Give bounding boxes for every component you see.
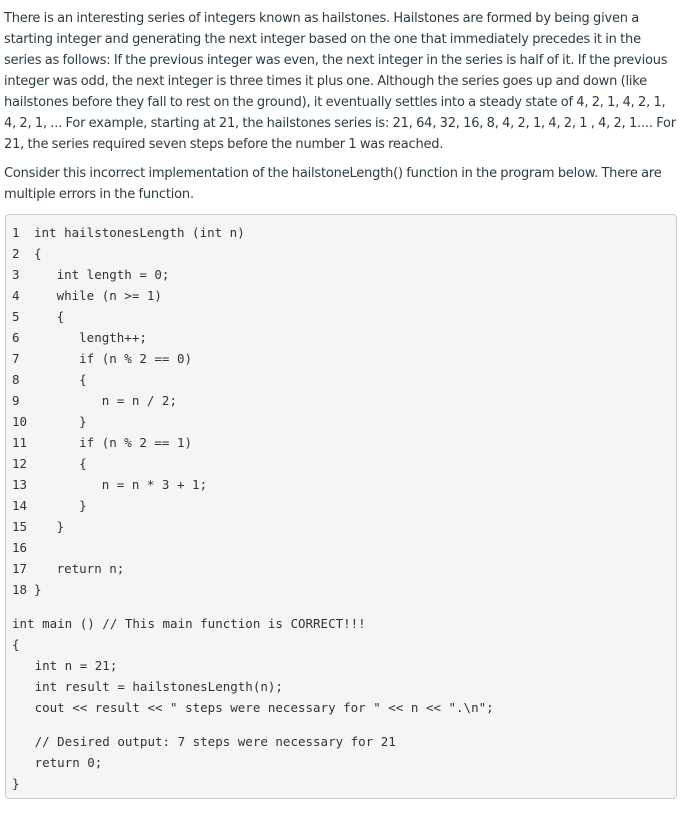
code-line bbox=[12, 579, 42, 600]
main-code-line: int n = 21; bbox=[12, 658, 118, 673]
code-text: { bbox=[34, 372, 87, 387]
main-code-line: } bbox=[12, 776, 20, 791]
code-text: { bbox=[34, 456, 87, 471]
line-number: 18 bbox=[12, 582, 28, 597]
code-line bbox=[12, 537, 34, 558]
line-number: 5 bbox=[12, 309, 20, 324]
main-code-line: int result = hailstonesLength(n); bbox=[12, 679, 283, 694]
line-number: 11 bbox=[12, 435, 28, 450]
line-number: 16 bbox=[12, 540, 28, 555]
code-text: } bbox=[34, 498, 87, 513]
line-number: 3 bbox=[12, 267, 20, 282]
main-code-line: { bbox=[12, 637, 20, 652]
code-block bbox=[5, 214, 677, 799]
code-text: if (n % 2 == 0) bbox=[34, 351, 193, 366]
line-number: 12 bbox=[12, 456, 28, 471]
code-line bbox=[12, 516, 64, 537]
code-line bbox=[12, 306, 64, 327]
main-code-line: return 0; bbox=[12, 755, 103, 770]
code-text: length++; bbox=[34, 330, 147, 345]
main-code-line: // Desired output: 7 steps were necessary for 21 bbox=[12, 734, 396, 749]
code-text: return n; bbox=[34, 561, 125, 576]
code-line bbox=[12, 348, 192, 369]
instruction-paragraph: Consider this incorrect implementation of the hailstoneLength() function in the program below. There are multiple errors in the function. bbox=[4, 166, 662, 202]
code-line bbox=[12, 327, 147, 348]
code-text: n = n * 3 + 1; bbox=[34, 477, 208, 492]
code-text: { bbox=[34, 309, 65, 324]
line-number: 6 bbox=[12, 330, 20, 345]
code-line bbox=[12, 264, 169, 285]
code-text: } bbox=[34, 582, 42, 597]
line-number: 2 bbox=[12, 246, 20, 261]
line-number: 15 bbox=[12, 519, 28, 534]
code-line bbox=[12, 285, 162, 306]
code-line bbox=[12, 432, 192, 453]
code-line bbox=[12, 453, 87, 474]
line-number: 1 bbox=[12, 225, 20, 240]
line-number: 13 bbox=[12, 477, 28, 492]
code-text: if (n % 2 == 1) bbox=[34, 435, 193, 450]
code-line bbox=[12, 411, 87, 432]
code-text: int hailstonesLength (int n) bbox=[34, 225, 245, 240]
code-text: } bbox=[34, 519, 65, 534]
line-number: 8 bbox=[12, 372, 20, 387]
code-line bbox=[12, 369, 87, 390]
main-code-line: cout << result << " steps were necessary for " << n << ".\n"; bbox=[12, 700, 494, 715]
code-line bbox=[12, 474, 207, 495]
line-number: 9 bbox=[12, 393, 20, 408]
code-text: int length = 0; bbox=[34, 267, 170, 282]
main-code-line: int main () // This main function is CORRECT!!! bbox=[12, 616, 366, 631]
code-text: n = n / 2; bbox=[34, 393, 177, 408]
code-line bbox=[12, 558, 124, 579]
code-text: { bbox=[34, 246, 42, 261]
line-number: 4 bbox=[12, 288, 20, 303]
line-number: 7 bbox=[12, 351, 20, 366]
code-text: } bbox=[34, 414, 87, 429]
code-line bbox=[12, 390, 177, 411]
intro-paragraph: There is an interesting series of integers known as hailstones. Hailstones are formed by being given a starting integer and generating the next integer based on the one that immediately precedes it in the series as follows: If the previous integer was even, the next integer in the series is half of it. If the previous integer was odd, the next integer is three times it plus one. Although the series goes up and down (like hailstones before they fall to rest on the ground), it eventually settles into a steady state of 4, 2, 1, 4, 2, 1, 4, 2, 1, ... For example, starting at 21, the hailstones series is: 21, 64, 32, 16, 8, 4, 2, 1, 4, 2, 1 , 4, 2, 1.... For 21, the series required seven steps before the number 1 was reached. bbox=[4, 11, 676, 152]
code-text: while (n >= 1) bbox=[34, 288, 162, 303]
line-number: 14 bbox=[12, 498, 28, 513]
code-line bbox=[12, 222, 245, 243]
code-line bbox=[12, 243, 42, 264]
line-number: 17 bbox=[12, 561, 28, 576]
code-line bbox=[12, 495, 87, 516]
line-number: 10 bbox=[12, 414, 28, 429]
